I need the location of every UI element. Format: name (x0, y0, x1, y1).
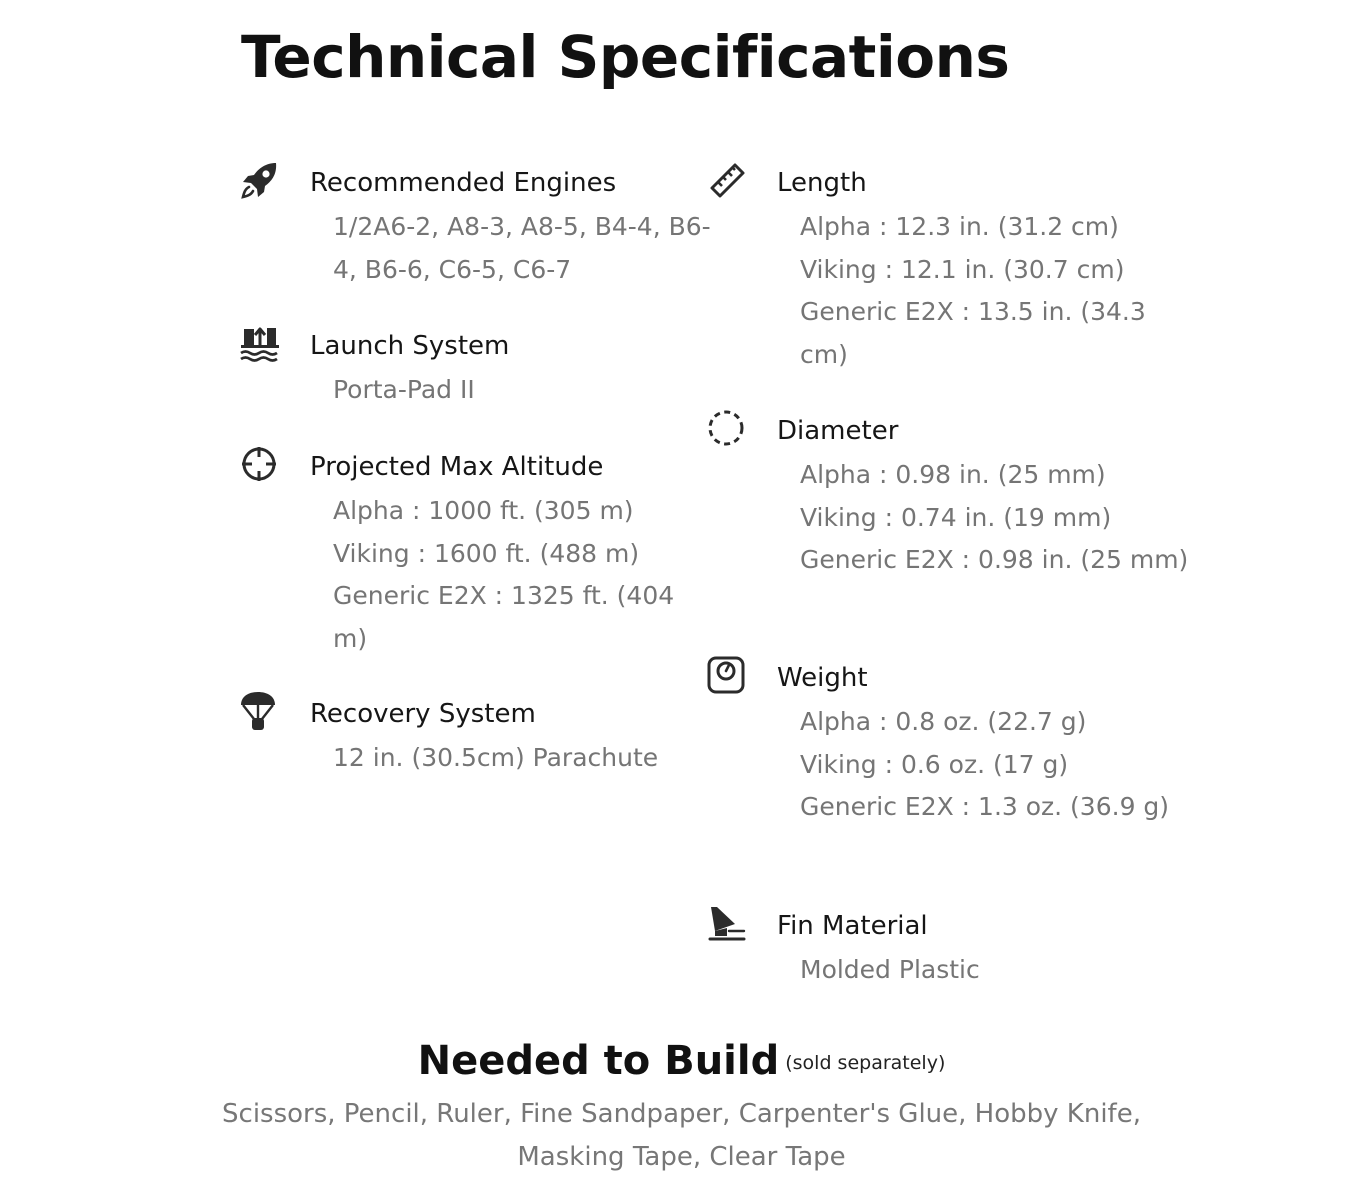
spec-value: 1/2A6-2, A8-3, A8-5, B4-4, B6-4, B6-6, C6-5, C6-7 (333, 212, 711, 284)
spec-value: Alpha : 0.8 oz. (22.7 g) (800, 707, 1087, 736)
crosshair-icon (240, 444, 280, 484)
spec-label: Recovery System (310, 699, 536, 729)
ruler-icon (707, 160, 747, 200)
spec-values (333, 490, 713, 660)
scale-icon (707, 655, 747, 695)
spec-value: Molded Plastic (800, 955, 980, 984)
spec-value: Viking : 12.1 in. (30.7 cm) (800, 254, 1125, 284)
spec-value: Viking : 0.6 oz. (17 g) (800, 749, 1069, 779)
spec-value: 12 in. (30.5cm) Parachute (333, 743, 659, 772)
diameter-circle-icon (707, 408, 747, 448)
needed-to-build-section (0, 1035, 1363, 1179)
parachute-icon (240, 691, 280, 731)
spec-label: Recommended Engines (310, 168, 617, 198)
spec-values (333, 369, 713, 412)
needed-to-build-title: Needed to Build (417, 1038, 780, 1084)
spec-value: Viking : 1600 ft. (488 m) (333, 538, 640, 568)
sold-separately-note: (sold separately) (785, 1051, 946, 1074)
spec-label: Launch System (310, 331, 510, 361)
spec-value: Alpha : 12.3 in. (31.2 cm) (800, 212, 1119, 241)
spec-label: Projected Max Altitude (310, 452, 604, 482)
spec-value: Generic E2X : 1325 ft. (404 m) (333, 581, 675, 653)
spec-values (800, 454, 1190, 582)
spec-label: Diameter (777, 416, 899, 446)
spec-value: Alpha : 0.98 in. (25 mm) (800, 460, 1106, 489)
spec-label: Weight (777, 663, 868, 693)
spec-value: Viking : 0.74 in. (19 mm) (800, 502, 1112, 532)
needed-to-build-heading (0, 1035, 1363, 1089)
spec-value: Alpha : 1000 ft. (305 m) (333, 496, 634, 525)
spec-value: Porta-Pad II (333, 375, 475, 404)
spec-values (333, 737, 713, 780)
spec-value: Generic E2X : 13.5 in. (34.3 cm) (800, 297, 1146, 369)
fin-icon (707, 903, 747, 943)
spec-values (800, 206, 1190, 376)
spec-values (333, 206, 713, 291)
spec-value: Generic E2X : 1.3 oz. (36.9 g) (800, 792, 1170, 821)
launch-pad-icon (240, 323, 280, 363)
spec-values (800, 701, 1190, 829)
needed-to-build-items: Scissors, Pencil, Ruler, Fine Sandpaper, Carpenter's Glue, Hobby Knife, Masking Tape, Clear Tape (222, 1098, 1141, 1172)
page-title: Technical Specifications (241, 23, 1010, 91)
rocket-icon (240, 160, 280, 200)
spec-value: Generic E2X : 0.98 in. (25 mm) (800, 545, 1189, 574)
spec-label: Length (777, 168, 867, 198)
spec-values (800, 949, 1190, 992)
spec-label: Fin Material (777, 911, 928, 941)
